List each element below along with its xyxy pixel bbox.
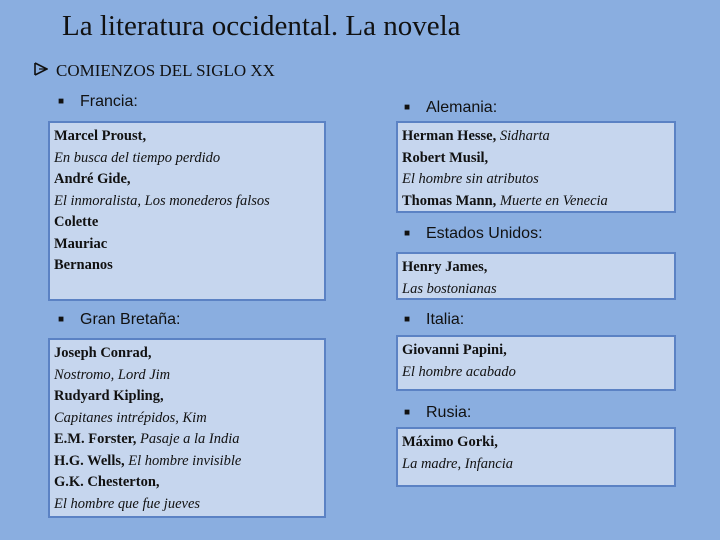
square-bullet-icon: ■ [404,228,411,239]
square-bullet-icon: ■ [404,102,411,113]
author-name: Robert Musil, [402,149,489,166]
entry-line [54,255,320,277]
section-label: Gran Bretaña: [80,311,181,328]
entry-line [54,408,320,430]
section-label: Rusia: [426,404,472,421]
work-title: El hombre invisible [128,452,242,469]
author-name: G.K. Chesterton, [54,474,160,490]
work-title: Las bostonianas [402,280,497,297]
section-heading-francia [58,93,138,111]
entry-line [402,257,670,279]
entry-line [402,362,670,384]
author-name: Bernanos [54,257,113,273]
section-label: Alemania: [426,99,498,116]
work-title: El hombre que fue jueves [54,495,201,512]
section-label: Estados Unidos: [426,225,543,242]
author-name: Henry James, [402,259,488,275]
arrow-bullet-icon [34,61,56,81]
work-title: El inmoralista, Los monederos falsos [54,192,270,209]
subtitle-text: COMIENZOS DEL SIGLO XX [56,61,275,80]
author-name: Thomas Mann, [402,192,497,209]
author-name: Giovanni Papini, [402,342,507,358]
entry-line [54,472,320,494]
box-italia [396,335,676,391]
section-label: Italia: [426,311,465,328]
work-title: El hombre acabado [402,363,516,380]
entry-line [54,429,320,451]
entry-line [402,169,670,191]
work-title: Nostromo, Lord Jim [54,366,171,383]
work-title: Sidharta [499,128,550,144]
entry-line [54,343,320,365]
entry-line [402,454,670,476]
work-title: Pasaje a la India [140,431,240,447]
box-estados-unidos [396,252,676,300]
work-title: La madre, Infancia [402,455,514,472]
entry-line [54,169,320,191]
section-heading-rusia [404,404,471,422]
entry-line [54,234,320,256]
box-alemania [396,121,676,213]
work-title: El hombre sin atributos [402,171,539,187]
entry-line [402,126,670,148]
box-rusia [396,427,676,487]
author-name: Mauriac [54,235,108,252]
square-bullet-icon: ■ [58,314,65,325]
square-bullet-icon: ■ [404,407,411,418]
entry-line [402,340,670,362]
section-heading-estados-unidos [404,225,543,243]
author-name: Rudyard Kipling, [54,388,164,404]
entry-line [54,148,320,170]
author-name: Máximo Gorki, [402,434,498,450]
work-title: En busca del tiempo perdido [54,149,221,166]
author-name: André Gide, [54,171,131,187]
box-gran-bretana [48,338,326,518]
work-title: Capitanes intrépidos, Kim [54,409,207,426]
entry-line [402,148,670,170]
entry-line [54,212,320,234]
section-label: Francia: [80,93,138,110]
entry-line [54,494,320,516]
author-name: Herman Hesse, [402,128,497,144]
work-title: Muerte en Venecia [499,192,608,209]
square-bullet-icon: ■ [58,96,65,107]
entry-line [402,191,670,213]
box-francia [48,121,326,301]
entry-line [402,432,670,454]
section-heading-gran-bretana [58,311,181,329]
section-heading-alemania [404,99,497,117]
entry-line [54,191,320,213]
author-name: E.M. Forster, [54,431,137,447]
entry-line [54,365,320,387]
entry-line [54,386,320,408]
author-name: Joseph Conrad, [54,345,152,361]
author-name: H.G. Wells, [54,452,125,469]
section-heading-italia [404,311,464,329]
author-name: Marcel Proust, [54,128,147,144]
slide-title: La literatura occidental. La novela [62,10,461,42]
entry-line [54,126,320,148]
entry-line [54,451,320,473]
entry-line [402,279,670,301]
author-name: Colette [54,214,99,230]
subtitle [34,61,275,81]
square-bullet-icon: ■ [404,314,411,325]
